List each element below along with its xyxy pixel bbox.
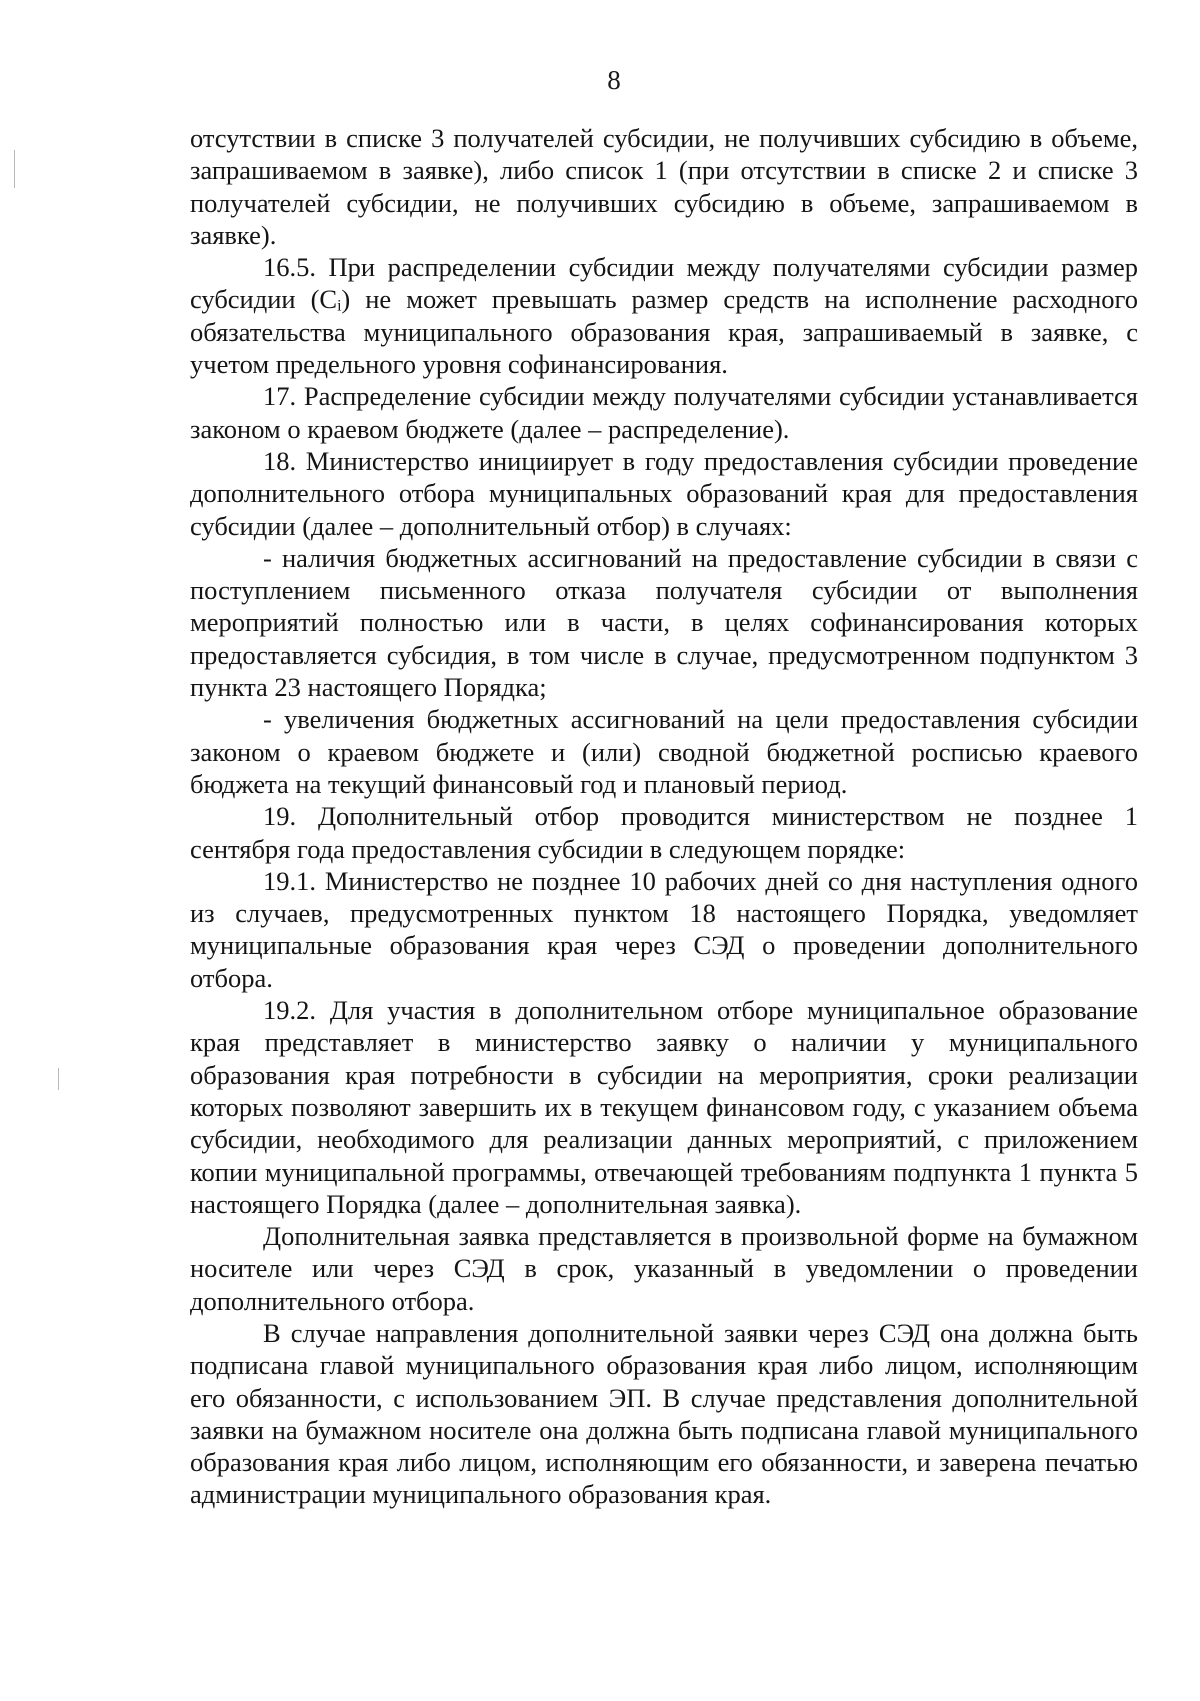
paragraph: 19.2. Для участия в дополнительном отборе муниципальное образование края представляет в министерство заявку о наличии у муниципального образования края потребности в субсидии на мероприятия, сроки реализации которых позволяют завершить их в текущем финансовом году, с указанием объема субсидии, необходимого для реализации данных мероприятий, с приложением копии муниципальной программы, отвечающей требованиям подпункта 1 пункта 5 настоящего Порядка (далее – дополнительная заявка). <box>190 995 1138 1219</box>
paragraph: 17. Распределение субсидии между получателями субсидии устанавливается законом о краевом бюджете (далее – распределение). <box>190 381 1138 444</box>
paragraph: Дополнительная заявка представляется в произвольной форме на бумажном носителе или через СЭД в срок, указанный в уведомлении о проведении дополнительного отбора. <box>190 1221 1138 1316</box>
scan-margin-mark <box>58 1068 59 1090</box>
page-number: 8 <box>607 65 621 95</box>
paragraph: 18. Министерство инициирует в году предоставления субсидии проведение дополнительного отбора муниципальных образований края для предоставления субсидии (далее – дополнительный отбор) в случаях: <box>190 445 1138 541</box>
scan-margin-mark <box>14 150 15 188</box>
list-item: - наличия бюджетных ассигнований на предоставление субсидии в связи с поступлением письменного отказа получателя субсидии от выполнения мероприятий полностью или в части, в целях софинансирования которых предоставляется субсидия, в том числе в случае, предусмотренном подпунктом 3 пункта 23 настоящего Порядка; <box>190 542 1138 703</box>
paragraph: отсутствии в списке 3 получателей субсидии, не получивших субсидию в объеме, запрашиваемом в заявке), либо список 1 (при отсутствии в списке 2 и списке 3 получателей субсидии, не получивших субсидию в объеме, запрашиваемом в заявке). <box>190 123 1138 250</box>
document-body <box>190 122 1138 1511</box>
paragraph: В случае направления дополнительной заявки через СЭД она должна быть подписана главой муниципального образования края либо лицом, исполняющим его обязанности, с использованием ЭП. В случае представления дополнительной заявки на бумажном носителе она должна быть подписана главой муниципального образования края либо лицом, исполняющим его обязанности, и заверена печатью администрации муниципального образования края. <box>190 1317 1138 1510</box>
paragraph: 19. Дополнительный отбор проводится министерством не позднее 1 сентября года предоставления субсидии в следующем порядке: <box>190 801 1138 864</box>
paragraph: 16.5. При распределении субсидии между получателями субсидии размер субсидии (Cᵢ) не может превышать размер средств на исполнение расходного обязательства муниципального образования края, запрашиваемый в заявке, с учетом предельного уровня софинансирования. <box>190 252 1138 380</box>
list-item: - увеличения бюджетных ассигнований на цели предоставления субсидии законом о краевом бюджете и (или) сводной бюджетной росписью краевого бюджета на текущий финансовый год и плановый период. <box>190 704 1138 799</box>
paragraph: 19.1. Министерство не позднее 10 рабочих дней со дня наступления одного из случаев, предусмотренных пунктом 18 настоящего Порядка, уведомляет муниципальные образования края через СЭД о проведении дополнительного отбора. <box>190 865 1138 993</box>
